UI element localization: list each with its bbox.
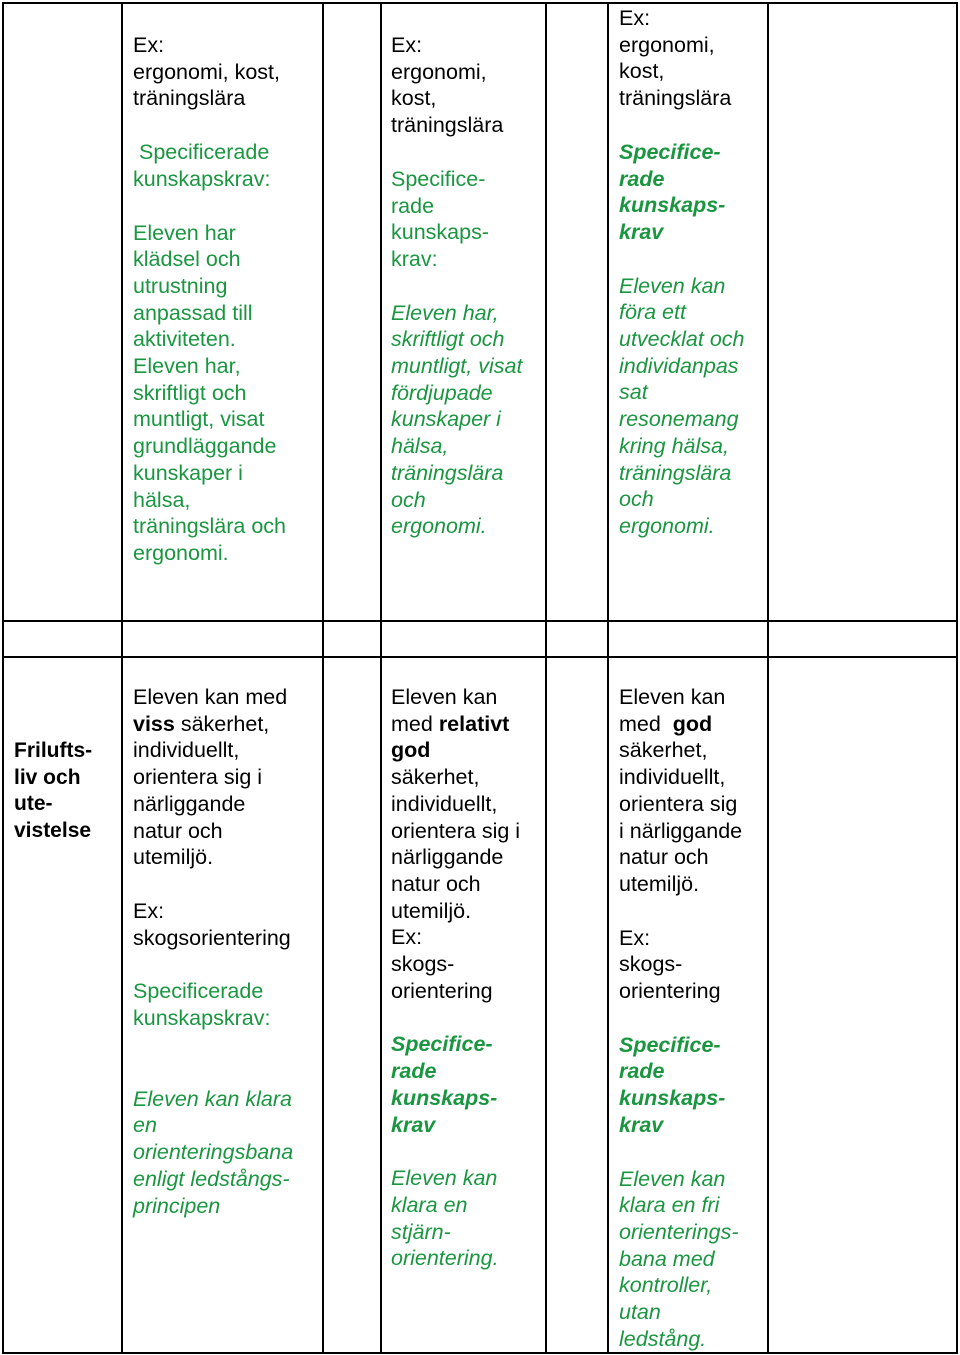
col-divider-1	[121, 2, 123, 1354]
table-left-border	[2, 2, 4, 1354]
spec-heading: Specifice- rade kunskaps- krav	[619, 1032, 726, 1137]
main-text: Eleven kan med viss säkerhet, individuellt, orientera sig i närliggande natur och utemiljö.	[133, 685, 288, 870]
example-text: Ex: skogs- orientering	[619, 925, 721, 1004]
row1-col2-cell	[391, 32, 543, 540]
spec-heading: Specificerade kunskapskrav:	[133, 979, 271, 1031]
row2-category-label: Frilufts- liv och ute- vistelse	[14, 739, 93, 843]
main-text: Eleven kan med relativt god säkerhet, individuellt, orientera sig i närliggande natur och utemiljö.	[391, 684, 543, 924]
row2-col1-cell	[133, 684, 319, 1219]
row1-col3-cell	[619, 5, 765, 540]
emphasis: viss	[133, 711, 175, 736]
criteria-text: Eleven kan klara en orienteringsbana enligt ledstångs- principen	[133, 1086, 294, 1218]
col-divider-6	[767, 2, 769, 1354]
spec-heading: Specifice- rade kunskaps- krav:	[391, 166, 489, 271]
criteria-text: Eleven kan föra ett utvecklat och individanpas sat resonemang kring hälsa, träningslära och ergonomi.	[619, 273, 745, 538]
row2-col2-cell	[391, 684, 543, 1272]
criteria-text: Eleven kan klara en stjärn- orientering.	[391, 1166, 499, 1271]
criteria-text: Eleven har klädsel och utrustning anpassad till aktiviteten. Eleven har, skriftligt och muntligt, visat grundläggande kunskaper i hälsa, träningslära och ergonomi.	[133, 220, 286, 565]
spec-heading: Specifice- rade kunskaps- krav	[391, 1032, 498, 1137]
spec-heading: Specificerade kunskapskrav:	[133, 140, 271, 191]
row2-col3-cell	[619, 684, 765, 1352]
example-text: Ex: skogs- orientering	[391, 925, 493, 1003]
table-bottom-border	[2, 1352, 958, 1354]
row-divider-spacer-top	[2, 620, 958, 622]
emphasis: god	[391, 738, 431, 763]
row-divider-spacer-bottom	[2, 656, 958, 658]
criteria-text: Eleven har, skriftligt och muntligt, visat fördjupade kunskaper i hälsa, träningslära och ergonomi.	[391, 300, 523, 539]
example-text: Ex: ergonomi, kost, träningslära	[619, 6, 732, 111]
criteria-text: Eleven kan klara en fri orienterings- bana med kontroller, utan ledstång.	[619, 1166, 739, 1351]
col-divider-2	[322, 2, 324, 1354]
main-text: Eleven kan med god säkerhet, individuellt, orientera sig i närliggande natur och utemiljö.	[619, 685, 743, 896]
col-divider-4	[545, 2, 547, 1354]
example-text: Ex: skogsorientering	[133, 898, 291, 950]
col-divider-5	[607, 2, 609, 1354]
table-top-border	[2, 2, 958, 4]
example-text: Ex: ergonomi, kost, träningslära	[133, 33, 280, 111]
table-right-border	[956, 2, 958, 1354]
col-divider-3	[380, 2, 382, 1354]
example-text: Ex: ergonomi, kost, träningslära	[391, 33, 504, 138]
emphasis: god	[672, 711, 713, 736]
spec-heading: Specifice- rade kunskaps- krav	[619, 139, 726, 244]
row1-col1-cell	[133, 32, 319, 567]
emphasis: relativt	[438, 711, 510, 736]
